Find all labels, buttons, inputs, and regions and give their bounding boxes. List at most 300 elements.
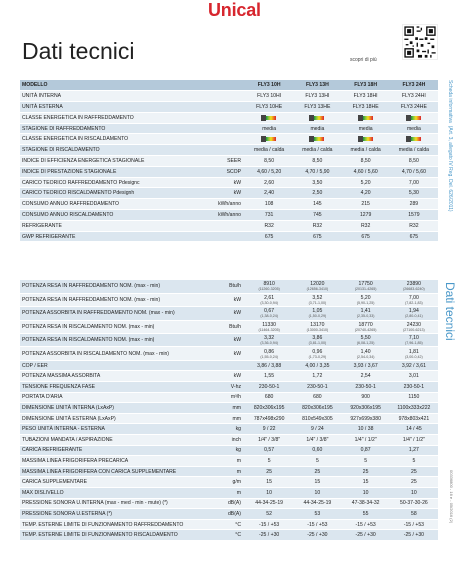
cell-value: 1,41 xyxy=(360,308,371,315)
table-cell xyxy=(245,280,293,293)
table-cell xyxy=(342,498,390,509)
cell-value: 1/4" / 3/8" xyxy=(306,436,329,443)
table-cell xyxy=(342,280,390,293)
table-cell xyxy=(293,334,341,347)
table-row xyxy=(20,509,438,520)
cell-value: 230-50-1 xyxy=(355,383,376,390)
table-cell: FLY3 18HE xyxy=(342,102,390,113)
row-unit: °C xyxy=(205,519,245,530)
cell-value: 3,86 / 3,88 xyxy=(257,362,282,369)
row-unit: m xyxy=(205,456,245,467)
cell-value: 10 xyxy=(411,489,417,496)
energy-class-icon xyxy=(406,136,422,142)
cell-value: 7,10 xyxy=(408,335,419,342)
cell-range: (6,08-1,25) xyxy=(356,341,375,346)
cell-range: (7,96-1,85) xyxy=(405,341,423,346)
row-unit: dB(A) xyxy=(205,498,245,509)
row-unit: V-hz xyxy=(205,382,245,393)
table-cell: 5,30 xyxy=(390,188,438,199)
cell-value: 44-34-25-19 xyxy=(255,500,283,507)
table-cell xyxy=(245,320,293,333)
cell-value: 9 / 24 xyxy=(311,426,324,433)
table-cell xyxy=(245,307,293,320)
row-label: POTENZA ASSORBITA IN RISCALDAMENTO NOM. (max - min) xyxy=(20,347,205,360)
row-label: DIMENSIONE UNITÀ ESTERNA (LxAxP) xyxy=(20,413,205,424)
table-cell xyxy=(342,392,390,403)
table-cell xyxy=(390,509,438,520)
table-cell: 5,20 xyxy=(342,177,390,188)
energy-class-icon xyxy=(358,115,374,121)
table-cell xyxy=(245,498,293,509)
table-row xyxy=(20,156,438,167)
cell-value: 5 xyxy=(267,457,271,464)
header-cell xyxy=(205,80,245,91)
cell-value: 920x306x195 xyxy=(350,405,381,412)
table-cell: 4,70 / 5,90 xyxy=(293,166,341,177)
table-row xyxy=(20,220,438,231)
row-label: MASSIMA LINEA FRIGORIFERA PRECARICA xyxy=(20,456,205,467)
table-cell: CONSUMO ANNUO RISCALDAMENTO xyxy=(20,210,205,221)
table-cell xyxy=(342,530,390,541)
header-cell: FLY3 13H xyxy=(293,80,341,91)
table-cell xyxy=(245,371,293,382)
table-cell xyxy=(245,477,293,488)
table-cell xyxy=(205,220,245,231)
table-cell: R32 xyxy=(245,220,293,231)
row-label: COP / EER xyxy=(20,360,205,371)
table-cell xyxy=(342,134,390,145)
cell-value: 53 xyxy=(314,510,321,517)
cell-value: 14 / 45 xyxy=(406,426,422,433)
table-row xyxy=(20,307,438,320)
table-cell xyxy=(342,466,390,477)
table-cell xyxy=(293,112,341,123)
cell-value: 230-50-1 xyxy=(403,383,425,390)
table-cell xyxy=(205,145,245,156)
table-cell xyxy=(342,477,390,488)
table-cell xyxy=(390,280,438,293)
table-cell xyxy=(342,403,390,414)
table-cell: 108 xyxy=(245,199,293,210)
side-label-dati: Dati tecnici xyxy=(443,282,457,341)
table-row xyxy=(20,477,438,488)
table-cell: 4,20 xyxy=(342,188,390,199)
table-cell: 8,50 xyxy=(390,156,438,167)
table-cell: STAGIONE DI RAFFREDDAMENTO xyxy=(20,123,205,134)
table-cell: 2,40 xyxy=(245,188,293,199)
cell-value: 680 xyxy=(264,394,274,401)
cell-range: (1,38-0,24) xyxy=(260,314,278,319)
cell-range: (12656-3410) xyxy=(306,287,329,292)
cell-value: -15 / +53 xyxy=(403,521,424,528)
cell-value: 2,61 xyxy=(264,295,275,302)
table-cell xyxy=(293,413,341,424)
table-cell: 675 xyxy=(293,231,341,242)
cell-value: 5,20 xyxy=(360,295,371,302)
cell-value: 25 xyxy=(314,468,321,475)
cell-value: 5 xyxy=(412,457,416,464)
table-row xyxy=(20,91,438,102)
table-cell xyxy=(342,347,390,360)
energy-class-icon xyxy=(358,136,374,142)
table-cell xyxy=(293,392,341,403)
cell-value: 0,60 xyxy=(312,447,323,454)
table-cell xyxy=(293,487,341,498)
table-cell: FLY3 24HI xyxy=(390,91,438,102)
table-cell: INDICE DI EFFICIENZA ENERGETICA STAGIONALE xyxy=(20,156,205,167)
table-cell: media xyxy=(342,123,390,134)
table-cell xyxy=(293,477,341,488)
cell-value: -25 / +30 xyxy=(403,532,424,539)
table-cell: kW xyxy=(205,188,245,199)
table-cell: 2,50 xyxy=(293,188,341,199)
table-cell xyxy=(245,487,293,498)
table-row xyxy=(20,102,438,113)
table-cell: 8,50 xyxy=(293,156,341,167)
cell-value: 810x549x305 xyxy=(302,415,333,422)
cell-value: 927x699x380 xyxy=(350,415,381,422)
table-cell xyxy=(390,293,438,306)
cell-value: 52 xyxy=(266,510,272,517)
table-cell: 2,60 xyxy=(245,177,293,188)
table-row xyxy=(20,293,438,306)
cell-value: 5 xyxy=(364,457,368,464)
table-row xyxy=(20,166,438,177)
table-cell xyxy=(293,424,341,435)
row-label: POTENZA MASSIMA ASSORBITA xyxy=(20,371,205,382)
table-cell xyxy=(342,424,390,435)
table-cell xyxy=(293,280,341,293)
table-cell xyxy=(293,466,341,477)
scopri-label: scopri di più xyxy=(350,57,377,63)
cell-range: (3,81-1,00) xyxy=(308,341,327,346)
cell-range: (20740-4265) xyxy=(354,327,377,332)
table-cell xyxy=(293,347,341,360)
row-label: CARICA REFRIGERANTE xyxy=(20,445,205,456)
cell-range: (1,50-0,29) xyxy=(308,314,327,319)
table-cell xyxy=(390,371,438,382)
cell-value: 47-38-34-32 xyxy=(351,500,380,507)
table-cell xyxy=(293,371,341,382)
table-cell: kW xyxy=(205,177,245,188)
table-row xyxy=(20,188,438,199)
cell-range: (11260-3205) xyxy=(258,287,280,292)
table-cell xyxy=(342,413,390,424)
table-cell: SEER xyxy=(205,156,245,167)
table-cell xyxy=(390,134,438,145)
table-cell: 675 xyxy=(342,231,390,242)
table-cell xyxy=(245,509,293,520)
table-cell xyxy=(245,519,293,530)
table-cell xyxy=(342,509,390,520)
row-unit: kW xyxy=(205,307,245,320)
table-cell xyxy=(293,509,341,520)
cell-value: 1,05 xyxy=(312,308,323,315)
row-unit: dB(A) xyxy=(205,509,245,520)
brand-logo: Unical xyxy=(208,0,261,20)
cell-range: (7,82-1,83) xyxy=(405,301,423,306)
cell-value: 4,00 / 3,35 xyxy=(305,362,330,369)
table-cell xyxy=(390,382,438,393)
table-cell xyxy=(390,413,438,424)
row-label: PRESSIONE SONORA U.INTERNA (max - med - min - mute) (*) xyxy=(20,498,205,509)
row-label: PESO UNITÀ INTERNA - ESTERNA xyxy=(20,424,205,435)
cell-value: 11330 xyxy=(262,321,277,328)
table-cell xyxy=(342,334,390,347)
cell-value: 0,67 xyxy=(264,308,275,315)
cell-range: (27100-6213) xyxy=(403,327,425,332)
side-label-code: 00336800 - 16 e - 05/2016 (2) xyxy=(449,470,454,524)
table-row xyxy=(20,123,438,134)
table-cell: CLASSE ENERGETICA IN RISCALDAMENTO xyxy=(20,134,205,145)
row-label: MAX DISLIVELLO xyxy=(20,487,205,498)
cell-value: 50-37-30-26 xyxy=(399,500,428,507)
table-cell xyxy=(293,307,341,320)
table-cell: REFRIGERANTE xyxy=(20,220,205,231)
table-cell xyxy=(245,293,293,306)
cell-range: (3,71-1,00) xyxy=(308,301,327,306)
table-cell: R32 xyxy=(342,220,390,231)
table-cell xyxy=(390,456,438,467)
table-cell: media / calda xyxy=(293,145,341,156)
table-row xyxy=(20,382,438,393)
table-cell xyxy=(293,445,341,456)
table-cell xyxy=(342,371,390,382)
cell-value: 10 xyxy=(314,489,321,496)
cell-value: 680 xyxy=(313,394,322,401)
table-cell xyxy=(390,466,438,477)
table-row xyxy=(20,403,438,414)
table-cell xyxy=(342,382,390,393)
cell-value: 7,00 xyxy=(408,295,419,302)
cell-value: 0,57 xyxy=(264,447,275,454)
cell-value: 3,01 xyxy=(408,373,419,380)
table-header-row xyxy=(20,80,438,91)
cell-value: 15 xyxy=(362,479,369,486)
row-unit: m³/h xyxy=(205,392,245,403)
cell-value: 9 / 22 xyxy=(262,426,276,433)
energy-class-icon xyxy=(309,136,325,142)
table-cell: 1279 xyxy=(342,210,390,221)
table-cell: UNITÀ INTERNA xyxy=(20,91,205,102)
table-cell xyxy=(390,360,438,371)
table-cell xyxy=(205,231,245,242)
row-label: TEMP. ESTERNE LIMITE DI FUNZIONAMENTO RISCALDAMENTO xyxy=(20,530,205,541)
table-cell xyxy=(245,403,293,414)
table-cell xyxy=(293,530,341,541)
cell-value: 3,32 xyxy=(264,335,275,342)
row-label: TEMP. ESTERNE LIMITE DI FUNZIONAMENTO RAFFREDDAMENTO xyxy=(20,519,205,530)
cell-value: 3,93 / 3,67 xyxy=(353,362,378,369)
cell-value: 15 xyxy=(314,479,321,486)
cell-value: 25 xyxy=(411,468,417,475)
row-unit: Btu/h xyxy=(205,320,245,333)
table-cell xyxy=(342,435,390,446)
spec-table-info xyxy=(20,80,438,242)
table-cell: GWP REFRIGERANTE xyxy=(20,231,205,242)
row-label: PORTATA D'ARIA xyxy=(20,392,205,403)
table-cell: R32 xyxy=(390,220,438,231)
row-unit xyxy=(205,360,245,371)
table-cell: 215 xyxy=(342,199,390,210)
table-cell: kWh/anno xyxy=(205,199,245,210)
cell-value: -15 / +53 xyxy=(259,521,280,528)
row-label: DIMENSIONE UNITÀ INTERNA (LxAxP) xyxy=(20,403,205,414)
cell-range: (2,80-0,41) xyxy=(405,314,423,319)
row-label: PRESSIONE SONORA U.ESTERNA (*) xyxy=(20,509,205,520)
row-label: POTENZA RESA IN RAFFREDDAMENTO NOM. (max - min) xyxy=(20,293,205,306)
table-row xyxy=(20,498,438,509)
table-cell: 4,60 / 5,20 xyxy=(245,166,293,177)
table-row xyxy=(20,112,438,123)
row-unit: kg xyxy=(205,445,245,456)
table-row xyxy=(20,519,438,530)
table-cell: media / calda xyxy=(390,145,438,156)
cell-range: (1,73-0,29) xyxy=(308,354,327,359)
cell-value: -25 / +30 xyxy=(307,532,328,539)
table-row xyxy=(20,360,438,371)
table-cell: FLY3 13HE xyxy=(293,102,341,113)
table-cell xyxy=(205,112,245,123)
energy-class-icon xyxy=(406,115,422,121)
table-cell: 145 xyxy=(293,199,341,210)
cell-value: 0,96 xyxy=(312,348,323,355)
cell-value: -15 / +53 xyxy=(355,521,376,528)
table-cell xyxy=(293,435,341,446)
table-cell xyxy=(390,334,438,347)
table-cell xyxy=(293,382,341,393)
table-cell xyxy=(390,424,438,435)
table-cell xyxy=(245,360,293,371)
table-cell xyxy=(245,530,293,541)
table-cell xyxy=(245,466,293,477)
cell-value: 24230 xyxy=(406,321,421,328)
table-cell: 4,70 / 5,60 xyxy=(390,166,438,177)
table-cell xyxy=(245,392,293,403)
cell-value: 10 xyxy=(266,489,272,496)
table-cell: 731 xyxy=(245,210,293,221)
row-label: POTENZA ASSORBITA IN RAFFREDDAMENTO NOM. (max - min) xyxy=(20,307,205,320)
table-cell xyxy=(390,519,438,530)
table-cell xyxy=(390,530,438,541)
table-cell: media / calda xyxy=(342,145,390,156)
table-row xyxy=(20,199,438,210)
table-cell xyxy=(293,403,341,414)
cell-value: 787x498x290 xyxy=(253,415,285,422)
table-cell xyxy=(245,435,293,446)
table-cell xyxy=(293,134,341,145)
table-row xyxy=(20,334,438,347)
cell-value: 25 xyxy=(362,468,369,475)
cell-value: 25 xyxy=(266,468,272,475)
table-cell xyxy=(390,320,438,333)
table-cell xyxy=(342,456,390,467)
cell-range: (26683-6240) xyxy=(403,287,425,292)
cell-range: (3,30-0,94) xyxy=(260,301,278,306)
row-label: POTENZA RESA IN RISCALDAMENTO NOM. (max - min) xyxy=(20,320,205,333)
table-row xyxy=(20,320,438,333)
table-cell: INDICE DI PRESTAZIONE STAGIONALE xyxy=(20,166,205,177)
cell-range: (5,90-1,25) xyxy=(356,301,375,306)
spec-table-technical xyxy=(20,280,438,541)
page-title: Dati tecnici xyxy=(22,38,135,64)
row-label: CARICA SUPPLEMENTARE xyxy=(20,477,205,488)
table-cell xyxy=(293,519,341,530)
table-row xyxy=(20,231,438,242)
table-cell: 8,50 xyxy=(342,156,390,167)
table-cell xyxy=(245,424,293,435)
row-label: TUBAZIONI MANDATA / ASPIRAZIONE xyxy=(20,435,205,446)
table-cell xyxy=(293,360,341,371)
table-cell: SCOP xyxy=(205,166,245,177)
table-cell xyxy=(245,445,293,456)
table-cell xyxy=(390,477,438,488)
row-unit: kW xyxy=(205,334,245,347)
qr-code-icon[interactable] xyxy=(402,24,438,60)
table-cell xyxy=(342,320,390,333)
table-cell xyxy=(390,392,438,403)
cell-value: 5,50 xyxy=(360,335,371,342)
cell-value: 1/4" / 3/8" xyxy=(258,436,281,443)
energy-class-icon xyxy=(261,136,277,142)
table-cell xyxy=(205,123,245,134)
table-cell: 3,50 xyxy=(293,177,341,188)
cell-value: 17750 xyxy=(358,281,373,288)
cell-value: 230-50-1 xyxy=(307,383,328,390)
energy-class-icon xyxy=(309,115,325,121)
cell-value: 15 xyxy=(266,479,272,486)
table-cell: 8,50 xyxy=(245,156,293,167)
table-cell xyxy=(245,334,293,347)
table-row xyxy=(20,445,438,456)
table-cell: FLY3 24HE xyxy=(390,102,438,113)
table-cell xyxy=(205,134,245,145)
table-cell: UNITÀ ESTERNA xyxy=(20,102,205,113)
cell-value: 1,72 xyxy=(312,373,323,380)
cell-value: 1/4" / 1/2" xyxy=(402,436,425,443)
row-label: POTENZA RESA IN RISCALDAMENTO NOM. (max - min) xyxy=(20,334,205,347)
table-cell xyxy=(390,487,438,498)
row-unit: °C xyxy=(205,530,245,541)
table-row xyxy=(20,466,438,477)
table-cell xyxy=(390,435,438,446)
row-unit: inch xyxy=(205,435,245,446)
table-cell xyxy=(390,347,438,360)
table-row xyxy=(20,487,438,498)
table-cell: CONSUMO ANNUO RAFFREDDAMENTO xyxy=(20,199,205,210)
table-cell xyxy=(342,445,390,456)
cell-value: 10 / 38 xyxy=(357,426,374,433)
cell-value: 1/4" / 1/2" xyxy=(354,436,377,443)
table-cell: 675 xyxy=(390,231,438,242)
row-label: MASSIMA LINEA FRIGORIFERA CON CARICA SUPPLEMENTARE xyxy=(20,466,205,477)
cell-value: 25 xyxy=(411,479,417,486)
cell-value: 8910 xyxy=(263,281,275,288)
table-row xyxy=(20,435,438,446)
table-cell: kWh/anno xyxy=(205,210,245,221)
cell-value: 5 xyxy=(315,457,319,464)
header-cell: MODELLO xyxy=(20,80,205,91)
cell-value: 10 xyxy=(362,489,369,496)
table-cell: STAGIONE DI RISCALDAMENTO xyxy=(20,145,205,156)
cell-value: 1100x333x222 xyxy=(397,405,431,412)
cell-value: 13170 xyxy=(310,321,325,328)
table-cell xyxy=(342,360,390,371)
table-cell xyxy=(390,307,438,320)
table-cell: 745 xyxy=(293,210,341,221)
table-row xyxy=(20,280,438,293)
table-cell xyxy=(342,293,390,306)
